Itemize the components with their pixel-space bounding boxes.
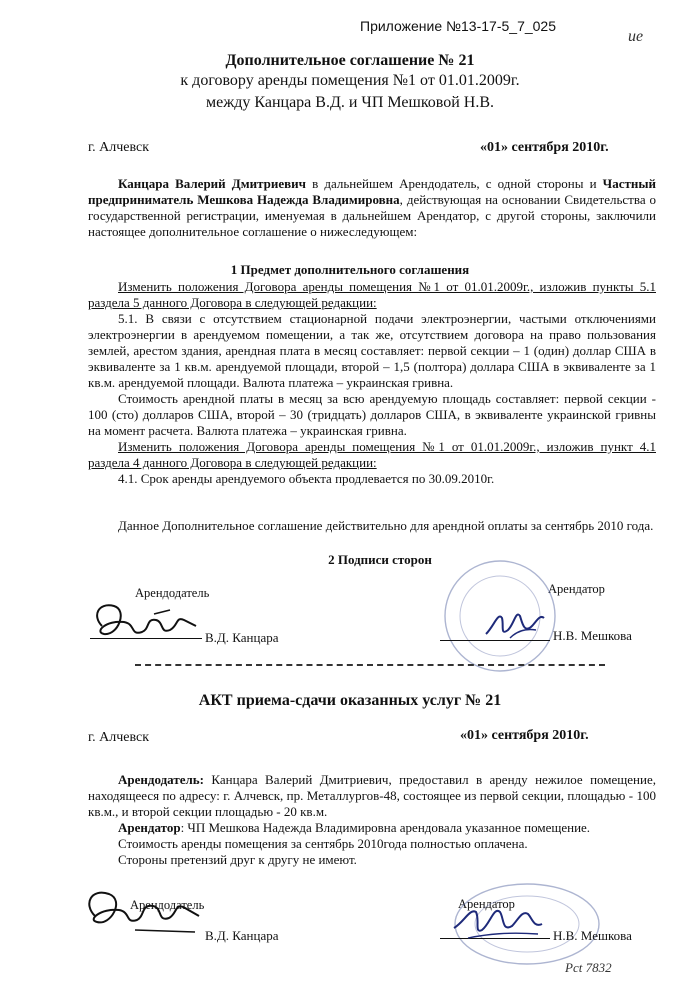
section-divider [135,664,605,666]
tenant-full-name: Частный предприниматель Мешкова Надежда Владимировна [88,176,656,207]
act-paid-text: Стоимость аренды помещения за сентябрь 2010года полностью оплачена. [118,836,528,851]
act-tenant-signature [448,898,548,946]
act-tenant-label: Арендатор [118,820,181,835]
act-date: «01» сентября 2010г. [460,728,589,743]
corner-handwritten-mark: ue [628,28,644,45]
agreement-intro [88,176,656,240]
landlord-full-name: Канцара Валерий Дмитриевич [118,176,306,191]
clause-4-1: 4.1. Срок аренды арендуемого объекта продлевается по 30.09.2010г. [118,471,495,486]
tenant-label: Арендатор [548,582,605,596]
intro-text-1: в дальнейшем Арендодатель, с одной стороны и [305,176,603,191]
act-body [88,772,656,868]
intro-text-2: , действующая на основании Свидетельства о государственной регистрации, именуемая в дальнейшем Арендатор, с другой стороны, заключили настоящее дополнительное соглашение о нижеследующем: [88,192,656,239]
agreement-subtitle-contract: к договору аренды помещения №1 от 01.01.2009г. [180,72,520,89]
clause-5-1: 5.1. В связи с отсутствием стационарной подачи электроэнергии, частыми отключениями электроэнергии в арендуемом помещении, а так же, отсутствием договора на право пользования землей, арестом здания, арендная плата в месяц составляет: первой секции – 1 (один) доллар США в эквиваленте за 1 кв.м. арендуемой площади, второй – 1,5 (полтора) доллара США в эквиваленте за 1 кв.м. арендуемой площади. Валюта платежа – украинская гривна. [88,311,656,390]
handwritten-note: Pct 7832 [565,960,612,975]
section1-title: 1 Предмет дополнительного соглашения [230,262,470,277]
act-landlord-name: В.Д. Канцара [205,928,279,943]
section2-title: 2 Подписи сторон [328,552,432,567]
agreement-date: «01» сентября 2010г. [480,140,609,155]
act-landlord-text: Канцара Валерий Дмитриевич, предоставил в аренду нежилое помещение, находящееся по адресу: г. Алчевск, пр. Металлургов-48, состоящее из первой секции, площадью - 100 кв.м., и второй секции площадью - 20 кв.м. [88,772,656,819]
act-tenant-label-sign: Арендатор [458,897,515,911]
act-landlord-label-sign: Арендодатель [130,898,205,912]
act-landlord-label: Арендодатель: [118,772,204,787]
agreement-city: г. Алчевск [88,140,150,155]
change-clause-5-1: Изменить положения Договора аренды помещения №1 от 01.01.2009г., изложив пункты 5.1 раздела 5 данного Договора в следующей редакции: [88,279,656,310]
agreement-subtitle-parties: между Канцара В.Д. и ЧП Мешковой Н.В. [205,94,495,111]
act-tenant-name: Н.В. Мешкова [553,928,632,943]
validity-paragraph [88,518,656,534]
act-tenant-text: : ЧП Мешкова Надежда Владимировна арендовала указанное помещение. [180,820,591,835]
section1-body [88,279,656,487]
change-clause-4-1: Изменить положения Договора аренды помещения №1 от 01.01.2009г., изложив пункт 4.1 раздела 4 данного Договора в следующей редакции: [88,439,656,470]
act-no-claims-text: Стороны претензий друг к другу не имеют. [118,852,357,867]
validity-text: Данное Дополнительное соглашение действительно для арендной оплаты за сентябрь 2010 года. [118,518,654,533]
act-landlord-signature [75,880,205,940]
landlord-signature [84,596,204,646]
landlord-label: Арендодатель [135,586,210,600]
tenant-signature [480,600,550,646]
annex-number: Приложение №13-17-5_7_025 [360,18,556,34]
agreement-title: Дополнительное соглашение № 21 [225,52,475,69]
tenant-name: Н.В. Мешкова [553,628,632,643]
act-title: АКТ приема-сдачи оказанных услуг № 21 [198,692,502,709]
landlord-name: В.Д. Канцара [205,630,279,645]
act-city: г. Алчевск [88,730,150,745]
rent-cost-text: Стоимость арендной платы в месяц за всю арендуемую площадь составляет: первой секции - 100 (сто) долларов США, второй – 30 (тридцать) долларов США, в эквиваленте украинской гривны на момент расчета. Валюта платежа – украинская гривна. [88,391,656,438]
